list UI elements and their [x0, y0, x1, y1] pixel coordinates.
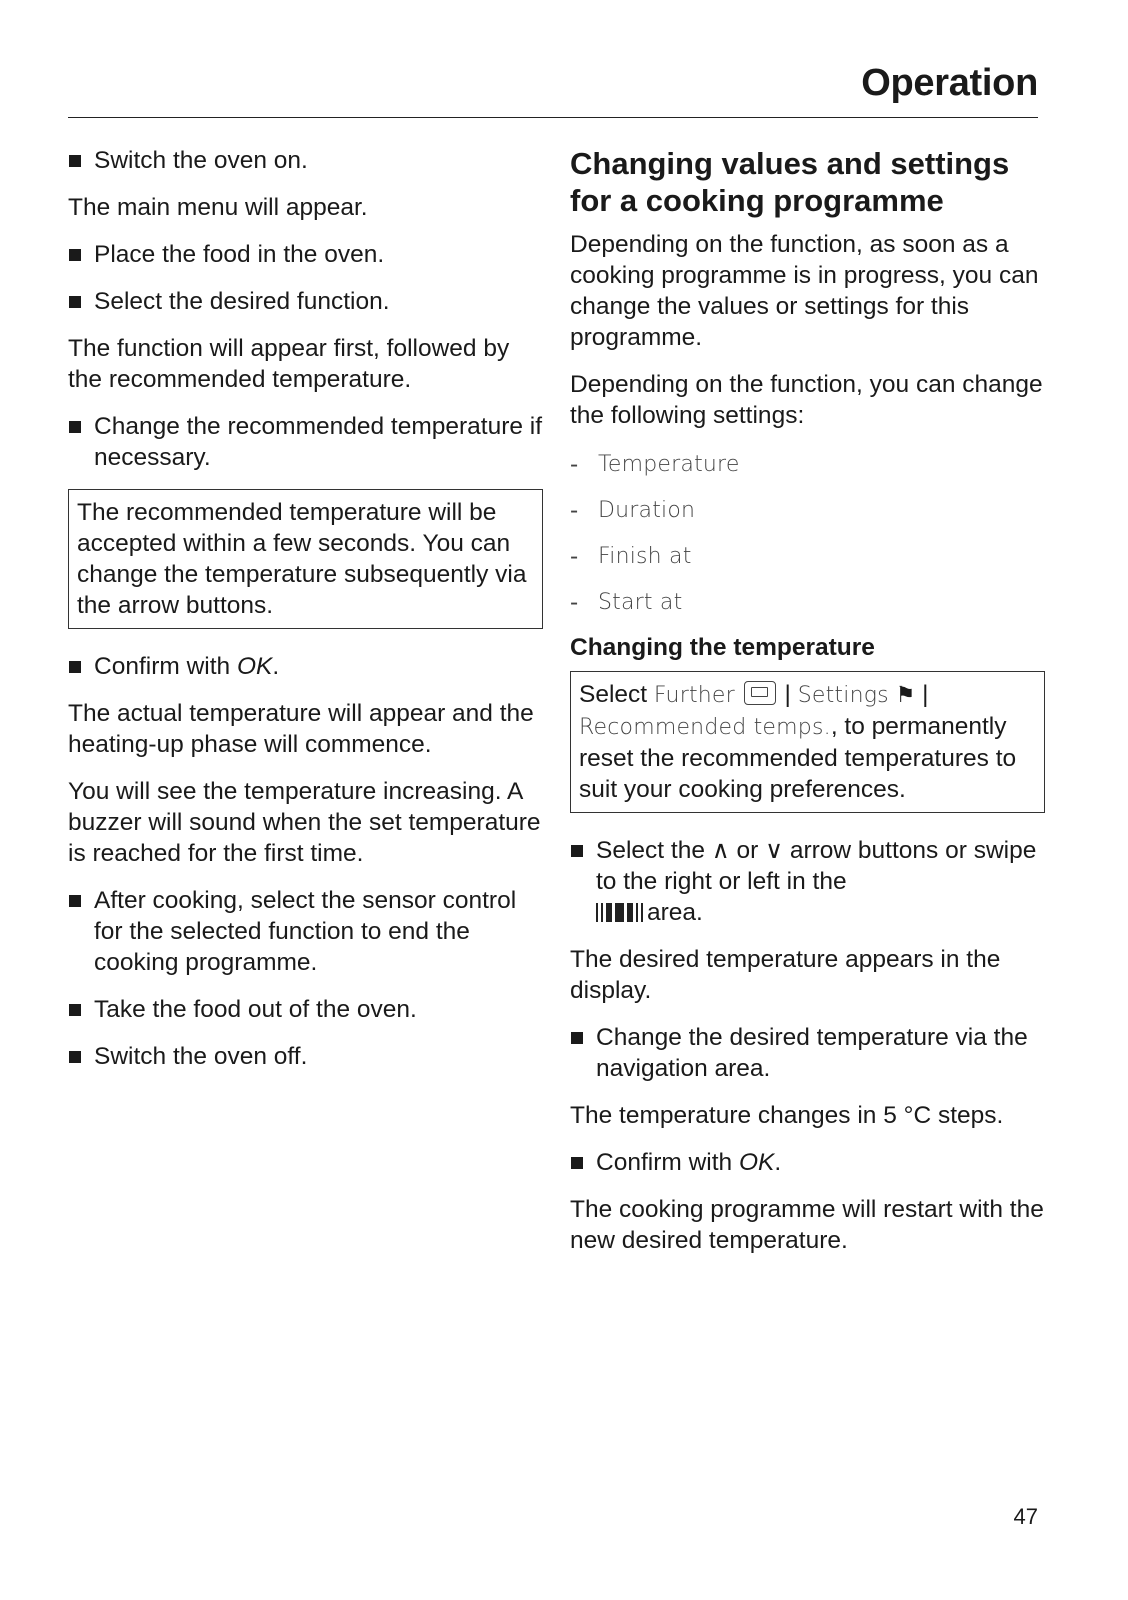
body-paragraph: The main menu will appear.	[68, 194, 368, 221]
dash-bullet-icon: -	[570, 543, 579, 570]
instruction-step	[68, 885, 543, 978]
instruction-step	[68, 651, 543, 682]
square-bullet-icon	[69, 661, 81, 673]
list-item	[570, 539, 1045, 574]
step-text: Change the recommended temperature if necessary.	[94, 413, 543, 471]
up-arrow-icon: ∧	[711, 837, 730, 864]
step-text-part: area.	[647, 899, 703, 926]
setting-label: Finish at	[598, 544, 692, 569]
step-text: After cooking, select the sensor control for the selected function to end the cooking programme.	[94, 887, 517, 976]
instruction-step	[68, 286, 543, 317]
square-bullet-icon	[69, 895, 81, 907]
dash-bullet-icon: -	[570, 589, 579, 616]
flag-icon: ⚑	[895, 682, 916, 707]
ok-label: OK	[236, 653, 273, 680]
dash-bullet-icon: -	[570, 497, 579, 524]
step-text: Place the food in the oven.	[94, 241, 385, 268]
confirm-text: Confirm with	[94, 653, 237, 680]
square-bullet-icon	[69, 1004, 81, 1016]
page-title: Operation	[861, 62, 1038, 104]
settings-label: Settings	[797, 683, 889, 708]
step-text	[596, 835, 1045, 928]
square-bullet-icon	[571, 1157, 583, 1169]
left-column	[68, 145, 543, 1088]
square-bullet-icon	[69, 1051, 81, 1063]
body-paragraph: Depending on the function, you can change the following settings:	[570, 371, 1043, 429]
body-paragraph: The function will appear first, followed by the recommended temperature.	[68, 335, 510, 393]
further-label: Further	[653, 683, 735, 708]
instruction-step	[570, 1022, 1045, 1084]
tip-separator: |	[777, 681, 798, 708]
step-text: Take the food out of the oven.	[94, 996, 417, 1023]
tip-box	[570, 671, 1045, 813]
square-bullet-icon	[69, 155, 81, 167]
square-bullet-icon	[69, 421, 81, 433]
instruction-step	[570, 1147, 1045, 1178]
note-box	[68, 489, 543, 629]
square-bullet-icon	[571, 1032, 583, 1044]
body-paragraph: The temperature changes in 5 °C steps.	[570, 1102, 1004, 1129]
body-paragraph: Depending on the function, as soon as a cooking programme is in progress, you can change the values or settings for this programme.	[570, 231, 1039, 351]
square-bullet-icon	[69, 296, 81, 308]
right-column	[570, 145, 1045, 1272]
step-text	[94, 651, 543, 682]
confirm-suffix: .	[774, 1149, 782, 1176]
down-arrow-icon: ∨	[765, 837, 784, 864]
recommended-temps-label: Recommended temps.	[579, 715, 831, 740]
step-text-part: arrow buttons or swipe to the right or left in the	[596, 837, 1037, 895]
confirm-suffix: .	[272, 653, 280, 680]
ok-label: OK	[738, 1149, 775, 1176]
dash-bullet-icon: -	[570, 451, 579, 478]
step-text: Select the desired function.	[94, 288, 390, 315]
setting-label: Duration	[598, 498, 696, 523]
list-item	[570, 493, 1045, 528]
settings-list	[570, 447, 1045, 620]
body-paragraph: The cooking programme will restart with the new desired temperature.	[570, 1196, 1044, 1254]
setting-label: Temperature	[598, 452, 740, 477]
instruction-step	[68, 1041, 543, 1072]
instruction-step	[68, 239, 543, 270]
instruction-step	[68, 994, 543, 1025]
square-bullet-icon	[69, 249, 81, 261]
instruction-step	[570, 835, 1045, 928]
step-text: Change the desired temperature via the navigation area.	[596, 1024, 1028, 1082]
step-text	[596, 1147, 1045, 1178]
tip-select: Select	[579, 681, 654, 708]
body-paragraph: The actual temperature will appear and the heating-up phase will commence.	[68, 700, 534, 758]
sub-heading: Changing the temperature	[570, 634, 875, 661]
body-paragraph: You will see the temperature increasing. A buzzer will sound when the set temperature is reached for the first time.	[68, 778, 541, 867]
list-item	[570, 585, 1045, 620]
step-text: Switch the oven on.	[94, 147, 308, 174]
instruction-step	[68, 411, 543, 473]
navigation-area-icon	[596, 903, 643, 922]
confirm-text: Confirm with	[596, 1149, 739, 1176]
further-icon	[744, 681, 776, 705]
body-paragraph: The desired temperature appears in the display.	[570, 946, 1001, 1004]
instruction-step	[68, 145, 543, 176]
square-bullet-icon	[571, 845, 583, 857]
note-text: The recommended temperature will be accepted within a few seconds. You can change the temperature subsequently via the arrow buttons.	[77, 499, 527, 619]
setting-label: Start at	[598, 590, 683, 615]
section-heading: Changing values and settings for a cooking programme	[570, 146, 1010, 218]
tip-separator: |	[915, 681, 929, 708]
step-text: Switch the oven off.	[94, 1043, 308, 1070]
step-text-part: Select the	[596, 837, 712, 864]
tip-rest: , to permanently reset the recommended temperatures to suit your cooking preferences.	[579, 713, 1017, 803]
page-number: 47	[1013, 1504, 1038, 1529]
step-text-part: or	[729, 837, 766, 864]
list-item	[570, 447, 1045, 482]
header-divider	[68, 117, 1038, 118]
tip-text	[579, 679, 1036, 805]
